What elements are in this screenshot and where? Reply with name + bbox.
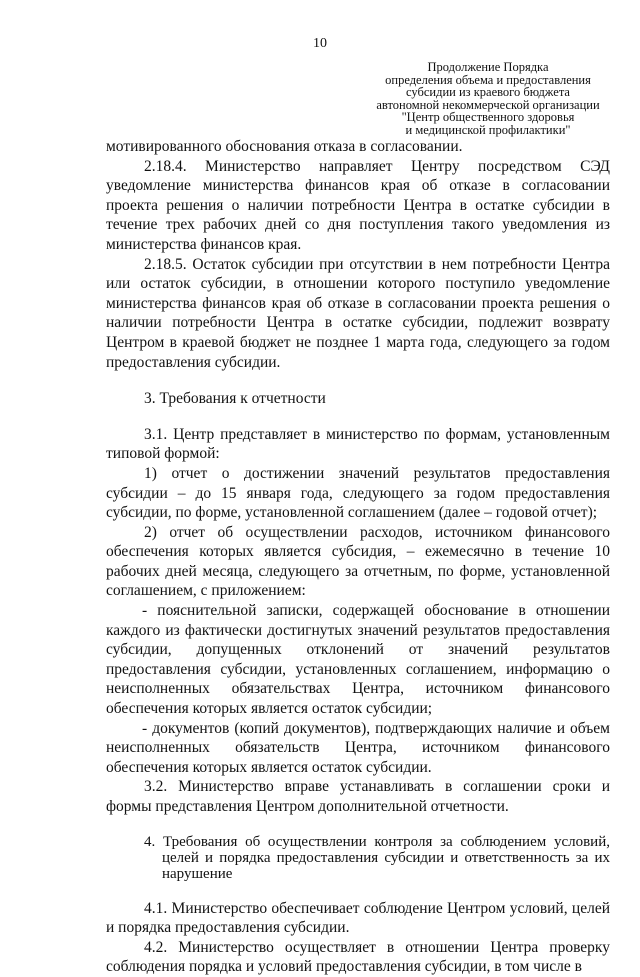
header-line: автономной некоммерческой организации [376,97,600,112]
paragraph-3-2: 3.2. Министерство вправе устанавливать в соглашении сроки и формы представления Центром дополнительной отчетности. [106,778,610,815]
document-body [106,137,610,977]
section-4-heading: 4. Требования об осуществлении контроля за соблюдением условий, целей и порядка предоставления субсидии и ответственность за их нарушение [144,833,610,882]
paragraph-3-1-item-2-attachment-a: - пояснительной записки, содержащей обоснование в отношении каждого из фактически достигнутых значений результатов предоставления субсидии, допущенных отклонений от значений результатов предоставления субсидии, установленных соглашением, информацию о неисполненных обязательствах Центра, источником финансового обеспечения которых является остаток субсидии; [106,602,610,718]
paragraph-3-1-item-1: 1) отчет о достижении значений результатов предоставления субсидии – до 15 января года, следующего за годом предоставления субсидии, по форме, установленной соглашением (далее – годовой отчет); [106,464,610,522]
paragraph-3-1-item-2-attachment-b: - документов (копий документов), подтверждающих наличие и объем неисполненных обязательств Центра, источником финансового обеспечения которых является остаток субсидии. [106,719,610,776]
document-header [368,61,608,137]
paragraph-3-1: 3.1. Центр представляет в министерство по формам, установленным типовой формой: [106,425,610,463]
header-line: "Центр общественного здоровья [401,110,575,125]
page-number: 10 [313,36,327,51]
paragraph-4-1: 4.1. Министерство обеспечивает соблюдение Центром условий, целей и порядка предоставления субсидии. [106,899,610,937]
paragraph: мотивированного обоснования отказа в согласовании. [106,138,463,155]
header-line: определения объема и предоставления [385,72,591,87]
header-line: субсидии из краевого бюджета [406,85,570,100]
header-line: и медицинской профилактики" [405,122,571,137]
paragraph-3-1-item-2: 2) отчет об осуществлении расходов, источником финансового обеспечения которых является субсидия, – ежемесячно в течение 10 рабочих дней месяца, следующего за отчетным, по форме, установленной соглашением, с приложением: [106,523,610,600]
section-3-heading: 3. Требования к отчетности [144,390,326,408]
paragraph-2-18-4: 2.18.4. Министерство направляет Центру посредством СЭД уведомление министерства финансов края об отказе в согласовании проекта решения о наличии потребности Центра в остатке субсидии в течение трех рабочих дней со дня поступления такого уведомления из министерства финансов края. [106,157,610,253]
header-line: Продолжение Порядка [427,60,549,74]
paragraph-4-2: 4.2. Министерство осуществляет в отношении Центра проверку соблюдения порядка и условий предоставления субсидии, в том числе в [106,938,610,976]
paragraph-2-18-5: 2.18.5. Остаток субсидии при отсутствии в нем потребности Центра или остаток субсидии, в отношении которого поступило уведомление министерства финансов края об отказе в согласовании проекта решения о наличии потребности Центра в остатке субсидии, подлежит возврату Центром в краевой бюджет не позднее 1 марта года, следующего за годом предоставления субсидии. [106,255,610,371]
